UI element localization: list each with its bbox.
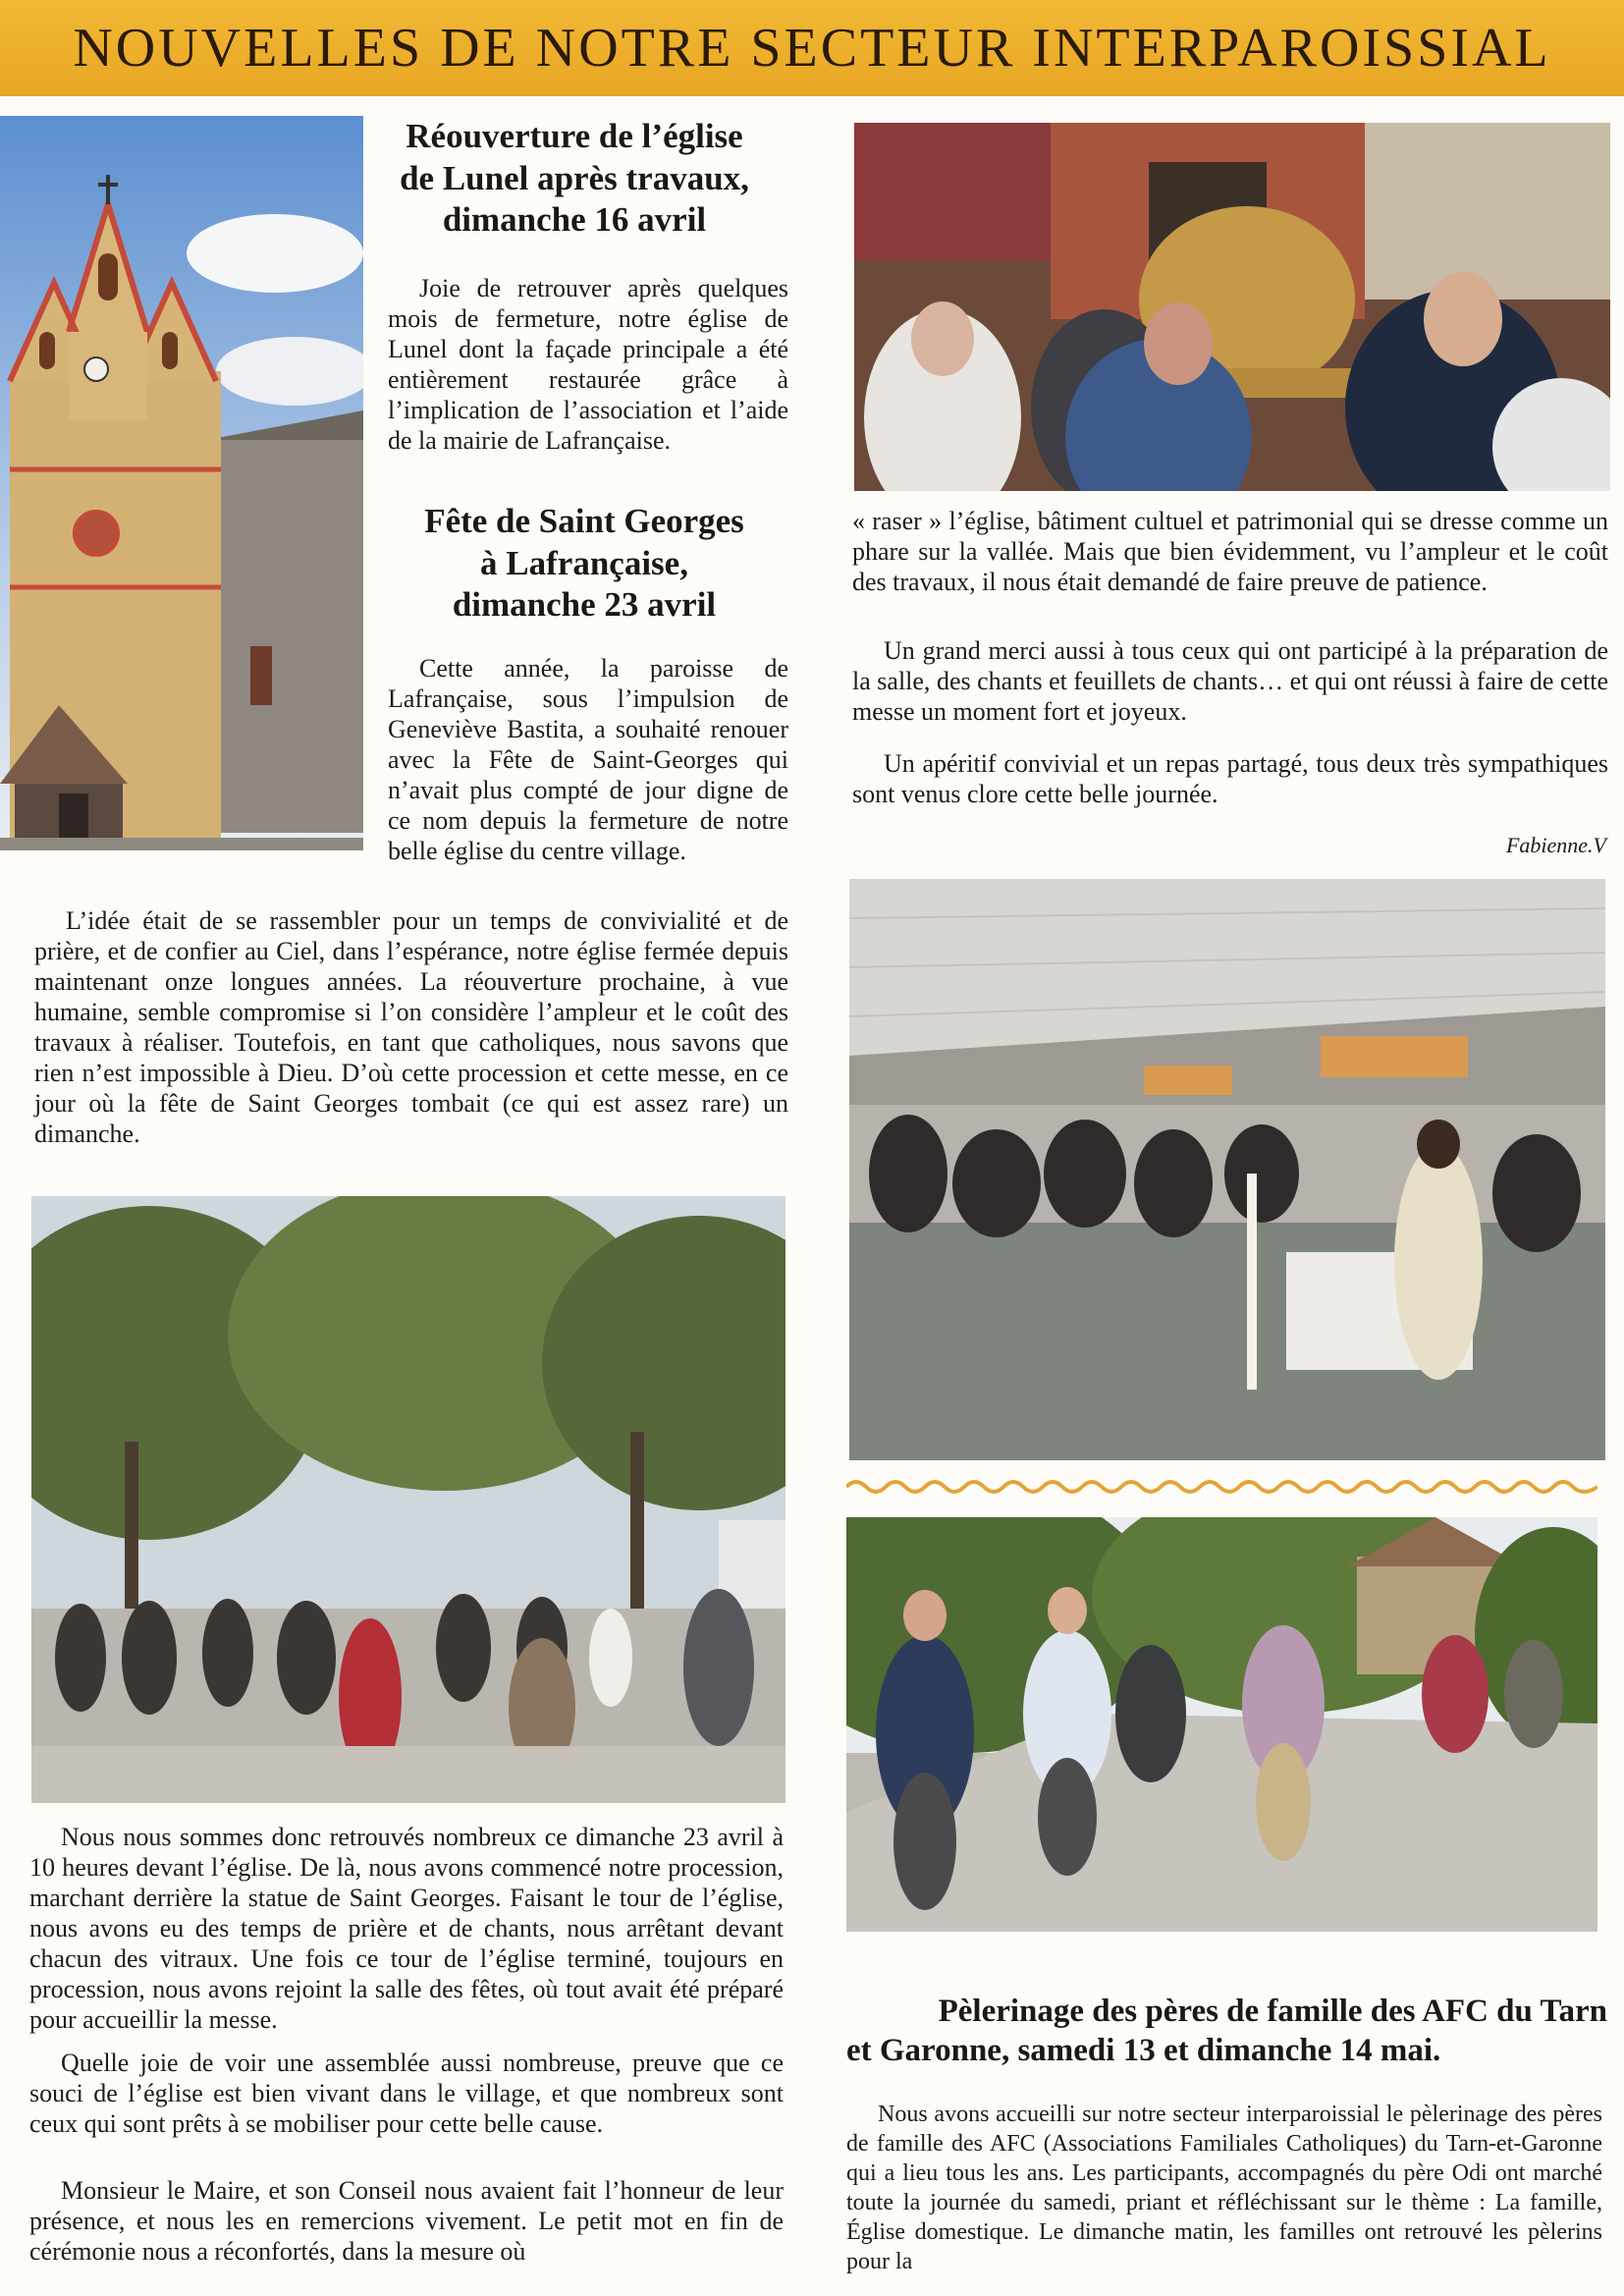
article2-paragraph-6: « raser » l’église, bâtiment cultuel et patrimonial qui se dresse comme un phare sur la vallée. Mais que bien évidemment, vu l’ampleur et le coût des travaux, il nous était demandé de faire preuve de patience.	[852, 507, 1608, 596]
article2-paragraph-3: Nous nous sommes donc retrouvés nombreux ce dimanche 23 avril à 10 heures devant l’église. De là, nous avons commencé notre procession, marchant derrière la statue de Saint Georges. Faisant le tour de l’église, nous avons eu des temps de prière et de chants, nous arrêtant devant chacun des vitraux. Une fois ce tour de l’église terminé, toujours en procession, nous avons rejoint la salle des fêtes, où tout avait été préparé pour accueillir la messe.	[29, 1823, 784, 2034]
article2-paragraph-8: Un apéritif convivial et un repas partagé, tous deux très sympathiques sont venus clore cette belle journée.	[852, 749, 1608, 808]
pilgrims-photo	[846, 1517, 1597, 1932]
article1-title-line2: de Lunel après travaux,	[400, 158, 749, 197]
statue-procession-photo	[854, 123, 1610, 491]
article1-title-line3: dimanche 16 avril	[442, 200, 707, 240]
banner-title: NOUVELLES DE NOTRE SECTEUR INTERPAROISSIAL	[73, 18, 1551, 79]
wavy-divider	[846, 1475, 1597, 1499]
article1-heading	[378, 116, 771, 242]
article2-intro: Cette année, la paroisse de Lafrançaise, sous l’impulsion de Geneviève Bastita, a souhaité renouer avec la Fête de Saint-Georges qui n’avait plus compté de jour digne de ce nom depuis la fermeture de notre belle église du centre village.	[388, 654, 788, 865]
article2-title-line2: à Lafrançaise,	[480, 543, 688, 582]
article1-body: Joie de retrouver après quelques mois de fermeture, notre église de Lunel dont la façade principale a été entièrement restaurée grâce à l’implication de l’association et l’aide de la mairie de Lafrançaise.	[388, 274, 788, 455]
article2-title-line1: Fête de Saint Georges	[424, 502, 744, 540]
article3-body: Nous avons accueilli sur notre secteur interparoissial le pèlerinage des pères de famille des AFC (Associations Familiales Catholiques) du Tarn-et-Garonne qui a lieu tous les ans. Les participants, accompagnés du père Odi ont marché toute la journée du samedi, priant et réfléchissant sur le thème : La famille, Église domestique. Le dimanche matin, les familles ont retrouvé les pèlerins pour la	[846, 2102, 1602, 2274]
article3-title-line1: Pèlerinage des pères de famille des AFC du Tarn	[938, 1994, 1607, 2029]
page-banner	[0, 0, 1624, 96]
procession-photo	[31, 1196, 785, 1803]
article2-title-line3: dimanche 23 avril	[452, 585, 717, 625]
article2-signature: Fabienne.V	[1505, 833, 1606, 857]
article1-title-line1: Réouverture de l’église	[406, 117, 743, 155]
article2-paragraph-2: L’idée était de se rassembler pour un temps de convivialité et de prière, et de confier au Ciel, dans l’espérance, notre église fermée depuis maintenant onze longues années. La réouverture prochaine, à vue humaine, semble compromise si l’on considère l’ampleur et le coût des travaux à réaliser. Toutefois, en tant que catholiques, nous savons que rien n’est impossible à Dieu. D’où cette procession et cette messe, en ce jour où la fête de Saint Georges tombait (ce qui est assez rare) un dimanche.	[34, 906, 788, 1148]
article2-paragraph-7: Un grand merci aussi à tous ceux qui ont participé à la préparation de la salle, des chants et feuillets de chants… et qui ont réussi à faire de cette messe un moment fort et joyeux.	[852, 636, 1608, 726]
article3-title-line2: et Garonne, samedi 13 et dimanche 14 mai.	[846, 2033, 1441, 2069]
mass-hall-photo	[849, 879, 1605, 1460]
church-photo	[0, 116, 363, 850]
article2-heading	[378, 501, 790, 627]
article2-paragraph-5: Monsieur le Maire, et son Conseil nous avaient fait l’honneur de leur présence, et nous les en remercions vivement. Le petit mot en fin de cérémonie nous a réconfortés, dans la mesure où	[29, 2176, 784, 2266]
article2-paragraph-4: Quelle joie de voir une assemblée aussi nombreuse, preuve que ce souci de l’église est bien vivant dans le village, et que nombreux sont ceux qui sont prêts à se mobiliser pour cette belle cause.	[29, 2049, 784, 2138]
article3-heading	[846, 1992, 1607, 2071]
